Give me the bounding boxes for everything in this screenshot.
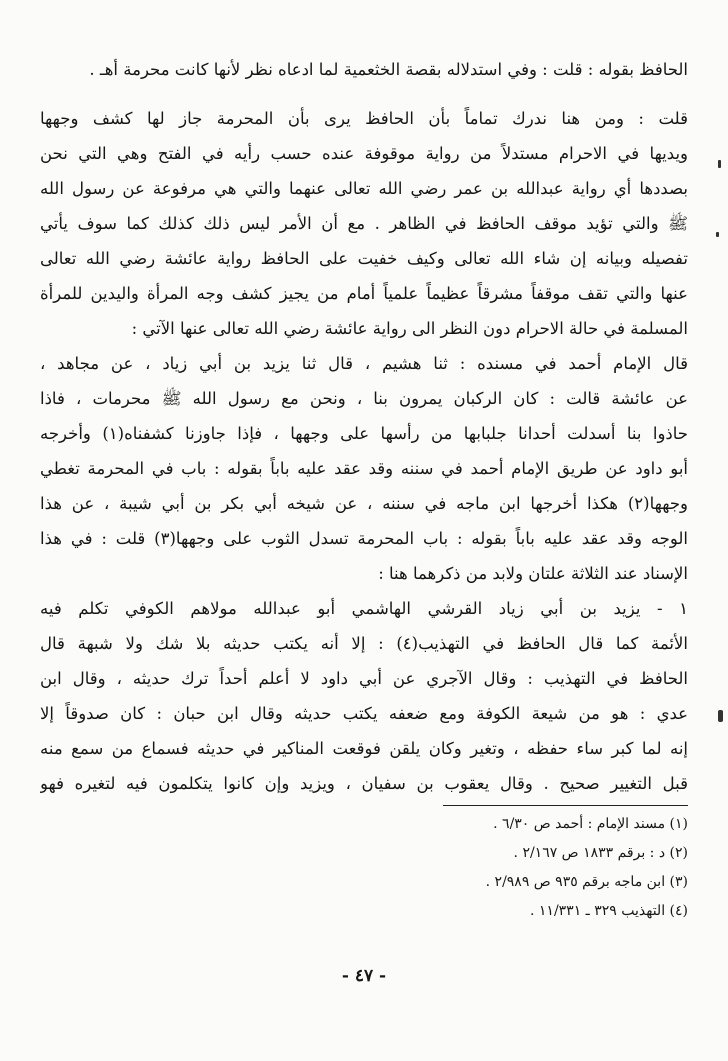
text-line: وجهها(٢) هكذا أخرجها ابن ماجه في سننه ، عن شيخه أبي بكر بن أبي شيبة ، عن هذا: [40, 494, 688, 513]
main-text: [40, 52, 688, 801]
text-line: المسلمة في حالة الاحرام دون النظر الى رواية عائشة رضي الله تعالى عنها الآتي :: [131, 319, 688, 338]
text-line: قبل التغيير صحيح . وقال يعقوب بن سفيان ، ويزيد وإن كانوا يتكلمون فيه لتغيره فهو: [40, 774, 688, 793]
text-line: الأئمة كما قال الحافظ في التهذيب(٤) : إلا أنه يكتب حديثه بلا شك ولا شبهة قال: [40, 634, 688, 653]
text-line: ويديها في الاحرام مستدلاً من رواية موقوفة عنده حسب رأيه في الفتح وهي التي نحن: [40, 144, 688, 163]
text-line: عنها والتي تقف موقفاً مشرقاً عظيماً علمياً أمام من يجيز كشف وجه المرأة واليدين للمرأة: [40, 284, 688, 303]
scan-speck: [718, 160, 721, 168]
text-line: أبو داود عن طريق الإمام أحمد في سننه وقد عقد عليه باباً بقوله : باب في المحرمة تغطي: [40, 459, 688, 478]
text-line: الحافظ في التهذيب : وقال الآجري عن أبي داود لا أعلم أحداً ترك حديثه ، وقال ابن: [40, 669, 688, 688]
text-line: الوجه وقد عقد عليه باباً بقوله : باب المحرمة تسدل الثوب على وجهها(٣) قلت : في هذا: [40, 529, 688, 548]
footnote: (٢) د : برقم ١٨٣٣ ص ٢/١٦٧ .: [513, 845, 688, 861]
text-line: ﷺ والتي تؤيد موقف الحافظ في الظاهر . مع أن الأمر ليس ذلك كذلك كما سوف يأتي: [40, 214, 688, 233]
text-line: الإسناد عند الثلاثة علتان ولابد من ذكرهما هنا :: [378, 564, 688, 583]
footnotes: [388, 810, 688, 926]
page-number: - ٤٧ -: [341, 966, 387, 986]
footnote-divider: [443, 805, 688, 806]
scan-speck: [718, 710, 723, 722]
text-line: ١ - يزيد بن أبي زياد القرشي الهاشمي أبو عبدالله مولاهم الكوفي تكلم فيه: [40, 599, 688, 618]
text-line: عدي : هو من شيعة الكوفة ومع ضعفه يكتب حديثه وقال ابن حبان : كان صدوقاً إلا: [40, 704, 688, 723]
text-line: حاذوا بنا أسدلت أحدانا جلبابها من رأسها على وجهها ، فإذا جاوزنا كشفناه(١) وأخرجه: [40, 424, 688, 443]
text-line: الحافظ بقوله : قلت : وفي استدلاله بقصة الخثعمية لما ادعاه نظر لأنها كانت محرمة أهـ .: [89, 60, 688, 79]
text-line: قال الإمام أحمد في مسنده : ثنا هشيم ، قال ثنا يزيد بن أبي زياد ، عن مجاهد ،: [40, 354, 688, 373]
scan-speck: [716, 232, 719, 237]
text-line: عن عائشة قالت : كان الركبان يمرون بنا ، ونحن مع رسول الله ﷺ محرمات ، فاذا: [40, 389, 688, 408]
text-line: بصددها أي رواية عبدالله بن عمر رضي الله تعالى عنهما والتي هي مرفوعة عن رسول الله: [40, 179, 688, 198]
text-line: قلت : ومن هنا ندرك تماماً بأن الحافظ يرى بأن المحرمة جاز لها كشف وجهها: [40, 109, 688, 128]
text-line: إنه لما كبر ساء حفظه ، وتغير وكان يلقن فوقعت المناكير في حديثه فسماع من سمع منه: [40, 739, 688, 758]
text-line: تفصيله وبيانه إن شاء الله تعالى وكيف خفيت على الحافظ رواية عائشة رضي الله تعالى: [40, 249, 688, 268]
footnote: (٤) التهذيب ٣٢٩ ـ ١١/٣٣١ .: [530, 903, 688, 919]
footnote: (٣) ابن ماجه برقم ٩٣٥ ص ٢/٩٨٩ .: [485, 874, 688, 890]
footnote: (١) مسند الإمام : أحمد ص ٦/٣٠ .: [493, 816, 688, 832]
